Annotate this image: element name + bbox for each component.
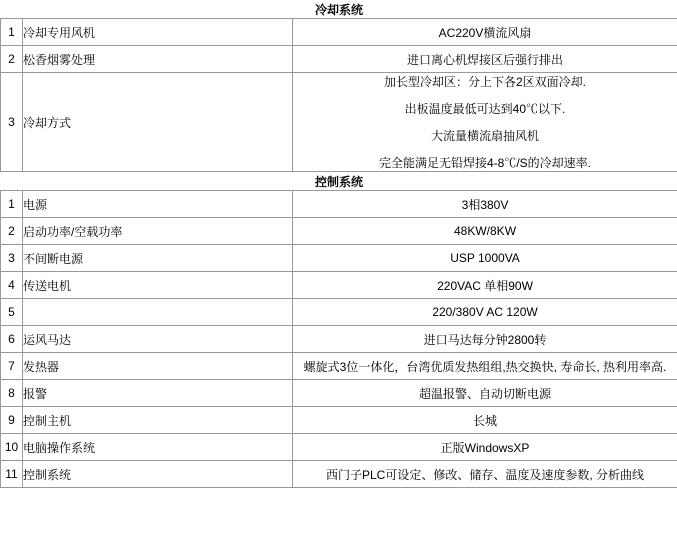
section-header-row [1, 173, 677, 191]
section-header-row [1, 1, 677, 19]
table-row [1, 272, 677, 299]
row-value: 220/380V AC 120W [293, 299, 677, 326]
table-row [1, 326, 677, 353]
row-number: 2 [1, 46, 23, 73]
row-label: 运风马达 [23, 326, 293, 353]
row-number: 4 [1, 272, 23, 299]
table-row [1, 461, 677, 488]
row-value: 进口马达每分钟2800转 [293, 326, 677, 353]
cooling-system-table [0, 0, 677, 172]
row-number: 8 [1, 380, 23, 407]
row-number: 5 [1, 299, 23, 326]
row-value: 进口离心机焊接区后强行排出 [293, 46, 677, 73]
table-row [1, 73, 677, 172]
table-row [1, 46, 677, 73]
table-row [1, 407, 677, 434]
row-label: 冷却专用风机 [23, 19, 293, 46]
row-label [23, 299, 293, 326]
row-label: 控制系统 [23, 461, 293, 488]
row-number: 11 [1, 461, 23, 488]
row-number: 3 [1, 73, 23, 172]
table-row [1, 299, 677, 326]
row-label: 电脑操作系统 [23, 434, 293, 461]
row-value: 螺旋式3位一体化，台湾优质发热组组,热交换快, 寿命长, 热利用率高. [293, 353, 677, 380]
row-value-line: 出板温度最低可达到40℃以下. [404, 102, 566, 116]
table-row [1, 191, 677, 218]
table-row [1, 245, 677, 272]
section-title-control: 控制系统 [1, 173, 677, 191]
table-row [1, 353, 677, 380]
row-value-line: 大流量横流扇抽风机 [431, 129, 540, 143]
row-value: 西门子PLC可设定、修改、储存、温度及速度参数, 分析曲线 [293, 461, 677, 488]
row-label: 报警 [23, 380, 293, 407]
row-label: 电源 [23, 191, 293, 218]
row-number: 10 [1, 434, 23, 461]
table-row [1, 380, 677, 407]
row-number: 2 [1, 218, 23, 245]
row-label: 松香烟雾处理 [23, 46, 293, 73]
row-label: 发热器 [23, 353, 293, 380]
row-value: 超温报警、自动切断电源 [293, 380, 677, 407]
row-label: 冷却方式 [23, 73, 293, 172]
row-label: 传送电机 [23, 272, 293, 299]
table-row [1, 218, 677, 245]
section-title-cooling: 冷却系统 [1, 1, 677, 19]
row-number: 6 [1, 326, 23, 353]
row-value: 48KW/8KW [293, 218, 677, 245]
row-value-group [293, 73, 677, 172]
table-row [1, 434, 677, 461]
row-value-line: 完全能满足无铅焊接4-8℃/S的冷却速率. [379, 156, 592, 170]
row-value: 长城 [293, 407, 677, 434]
row-value: 220VAC 单相90W [293, 272, 677, 299]
row-number: 1 [1, 191, 23, 218]
row-value: 3相380V [293, 191, 677, 218]
row-value: AC220V横流风扇 [293, 19, 677, 46]
row-value: 正版WindowsXP [293, 434, 677, 461]
row-label: 不间断电源 [23, 245, 293, 272]
row-number: 7 [1, 353, 23, 380]
row-value: USP 1000VA [293, 245, 677, 272]
row-label: 控制主机 [23, 407, 293, 434]
row-number: 3 [1, 245, 23, 272]
row-value-line: 加长型冷却区：分上下各2区双面冷却. [384, 75, 587, 89]
table-row [1, 19, 677, 46]
row-label: 启动功率/空载功率 [23, 218, 293, 245]
row-number: 9 [1, 407, 23, 434]
control-system-table [0, 172, 677, 488]
row-number: 1 [1, 19, 23, 46]
